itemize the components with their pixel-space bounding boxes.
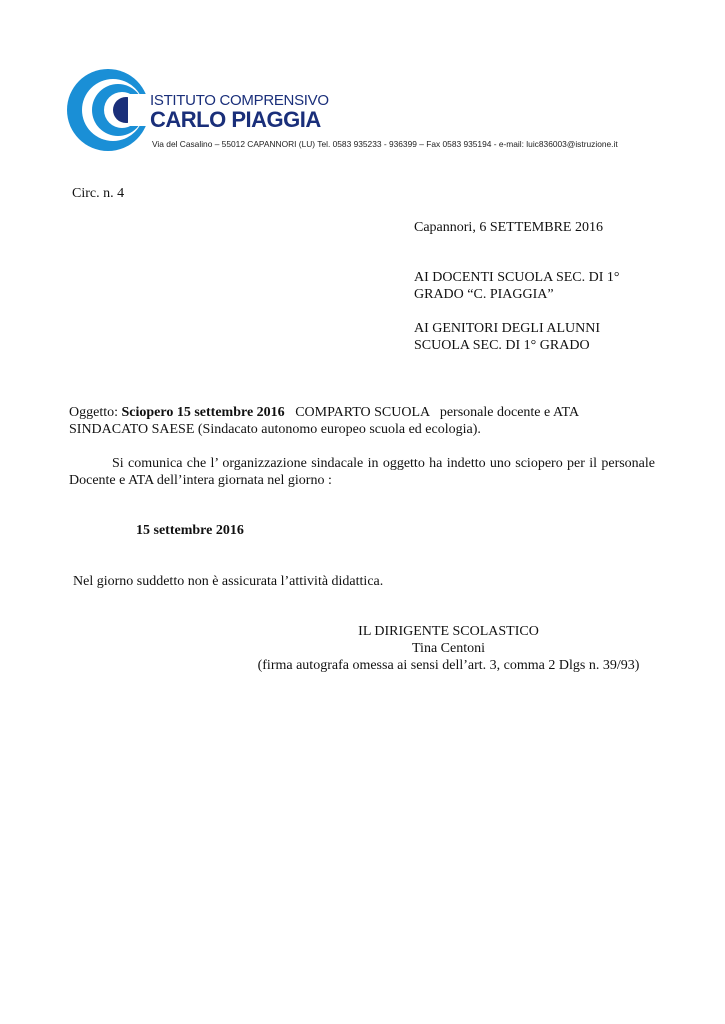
recipient-1-line2: GRADO “C. PIAGGIA” [414, 287, 554, 302]
subject-rest: COMPARTO SCUOLA personale docente e ATA [284, 405, 580, 420]
subject-label: Oggetto: [69, 405, 122, 420]
recipient-2 [414, 320, 600, 354]
subject-line1 [69, 404, 579, 421]
institute-address: Via del Casalino – 55012 CAPANNORI (LU) Tel. 0583 935233 - 936399 – Fax 0583 935194 - e-mail: luic836003@istruzione.it [152, 139, 618, 149]
signature-note: (firma autografa omessa ai sensi dell’art. 3, comma 2 Dlgs n. 39/93) [257, 658, 640, 673]
subject-line2: SINDACATO SAESE (Sindacato autonomo europeo scuola ed ecologia). [69, 422, 481, 437]
strike-date: 15 settembre 2016 [136, 523, 244, 538]
circular-number: Circ. n. 4 [72, 186, 125, 201]
recipient-2-line2: SCUOLA SEC. DI 1° GRADO [414, 338, 590, 353]
signature-title: IL DIRIGENTE SCOLASTICO [358, 624, 539, 639]
subject-bold: Sciopero 15 settembre 2016 [121, 405, 285, 420]
body-paragraph-2: Nel giorno suddetto non è assicurata l’attività didattica. [73, 574, 384, 589]
signature-block [246, 623, 651, 674]
institute-name-line1: ISTITUTO COMPRENSIVO [150, 92, 329, 109]
recipient-2-line1: AI GENITORI DEGLI ALUNNI [414, 321, 600, 336]
institute-name-line2: CARLO PIAGGIA [150, 107, 321, 132]
date-line: Capannori, 6 SETTEMBRE 2016 [414, 220, 603, 235]
recipient-1-line1: AI DOCENTI SCUOLA SEC. DI 1° [414, 270, 620, 285]
school-logo-icon [66, 68, 150, 152]
signature-name: Tina Centoni [412, 641, 485, 656]
subject [69, 404, 579, 438]
body-paragraph-1: Si comunica che l’ organizzazione sindacale in oggetto ha indetto uno sciopero per il personale Docente e ATA dell’intera giornata nel giorno : [69, 456, 655, 488]
recipient-1 [414, 269, 620, 303]
